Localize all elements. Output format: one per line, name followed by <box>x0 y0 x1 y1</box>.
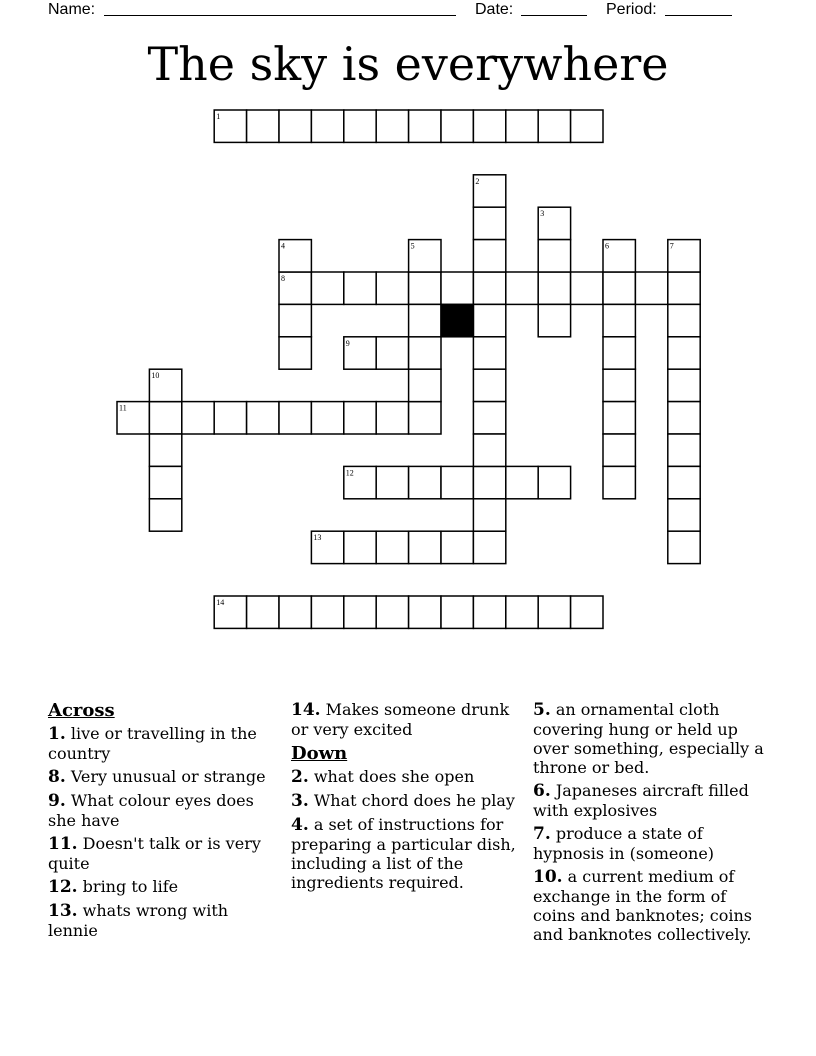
crossword-cell[interactable] <box>247 596 279 628</box>
crossword-cell[interactable] <box>473 337 505 369</box>
crossword-cell[interactable] <box>571 110 603 142</box>
crossword-cell[interactable] <box>409 304 441 336</box>
blocked-cell <box>441 304 473 336</box>
crossword-cell[interactable] <box>441 466 473 498</box>
crossword-cell[interactable] <box>538 466 570 498</box>
name-label: Name: <box>48 1 96 18</box>
clue-number: 5. <box>533 700 551 720</box>
cell-number: 1 <box>216 112 221 121</box>
crossword-cell[interactable] <box>376 272 408 304</box>
across-clue <box>48 767 280 787</box>
crossword-cell[interactable] <box>668 499 700 531</box>
crossword-cell[interactable] <box>603 304 635 336</box>
clue-number: 7. <box>533 824 551 844</box>
down-clue <box>291 815 527 892</box>
crossword-cell[interactable] <box>506 466 538 498</box>
crossword-cell[interactable] <box>506 110 538 142</box>
clue-number: 10. <box>533 867 563 887</box>
crossword-cell[interactable] <box>668 369 700 401</box>
clue-text: Japaneses aircraft filled with explosives <box>533 781 749 820</box>
cell-number: 11 <box>119 403 127 413</box>
clue-number: 12. <box>48 877 78 897</box>
page-title: The sky is everywhere <box>147 37 669 91</box>
crossword-cell[interactable] <box>441 272 473 304</box>
crossword-cell[interactable] <box>603 337 635 369</box>
crossword-cell[interactable] <box>409 402 441 434</box>
crossword-cell[interactable] <box>344 272 376 304</box>
cell-number: 8 <box>281 274 285 283</box>
crossword-cell[interactable] <box>473 596 505 628</box>
date-label: Date: <box>475 1 514 18</box>
cell-number: 7 <box>669 241 674 251</box>
crossword-cell[interactable] <box>279 110 311 142</box>
cell-number: 2 <box>475 176 480 186</box>
across-heading: Across <box>48 700 115 721</box>
down-clue <box>533 824 773 863</box>
crossword-cell[interactable] <box>473 434 505 466</box>
crossword-cell[interactable] <box>214 402 246 434</box>
crossword-cell[interactable] <box>635 272 667 304</box>
crossword-cell[interactable] <box>441 596 473 628</box>
down-clue <box>533 781 773 820</box>
clue-text: Makes someone drunk or very excited <box>291 700 510 739</box>
clue-number: 9. <box>48 791 66 811</box>
crossword-cell[interactable] <box>603 272 635 304</box>
clue-text: What chord does he play <box>313 791 515 810</box>
crossword-cell[interactable] <box>376 402 408 434</box>
crossword-cell[interactable] <box>409 466 441 498</box>
cell-number: 6 <box>605 241 609 251</box>
crossword-cell[interactable] <box>376 110 408 142</box>
clue-text: whats wrong with lennie <box>48 901 229 940</box>
clue-text: Very unusual or strange <box>70 767 266 786</box>
crossword-cell[interactable] <box>409 369 441 401</box>
crossword-cell[interactable] <box>182 402 214 434</box>
cell-number: 14 <box>216 598 225 607</box>
clue-text: an ornamental cloth covering hung or held up over something, especially a throne or bed. <box>533 700 764 777</box>
across-clue <box>48 791 280 830</box>
crossword-cell[interactable] <box>279 304 311 336</box>
crossword-cell[interactable] <box>473 402 505 434</box>
crossword-cell[interactable] <box>538 110 570 142</box>
crossword-cell[interactable] <box>311 596 343 628</box>
clue-text: What colour eyes does she have <box>48 791 254 830</box>
clues-column-1 <box>48 700 280 944</box>
crossword-cell[interactable] <box>376 531 408 563</box>
crossword-cell[interactable] <box>149 466 181 498</box>
crossword-cell[interactable] <box>538 272 570 304</box>
clue-number: 11. <box>48 834 78 854</box>
down-clue <box>291 791 527 811</box>
crossword-cell[interactable] <box>473 110 505 142</box>
clue-number: 14. <box>291 700 321 720</box>
down-clue <box>291 767 527 787</box>
across-clue <box>48 724 280 763</box>
down-heading: Down <box>291 743 348 764</box>
crossword-cell[interactable] <box>279 596 311 628</box>
crossword-cell[interactable] <box>149 499 181 531</box>
crossword-cell[interactable] <box>571 272 603 304</box>
crossword-cell[interactable] <box>603 466 635 498</box>
crossword-cell[interactable] <box>473 207 505 239</box>
clue-text: live or travelling in the country <box>48 724 257 763</box>
cell-number: 3 <box>540 209 545 219</box>
cell-number: 9 <box>345 338 350 348</box>
crossword-cell[interactable] <box>376 596 408 628</box>
clues-column-2 <box>291 700 527 896</box>
cell-number: 10 <box>151 371 160 381</box>
crossword-cell[interactable] <box>441 110 473 142</box>
crossword-cell[interactable] <box>668 531 700 563</box>
clue-number: 13. <box>48 901 78 921</box>
crossword-cell[interactable] <box>344 402 376 434</box>
crossword-cell[interactable] <box>603 402 635 434</box>
crossword-cell[interactable] <box>603 369 635 401</box>
clue-text: a set of instructions for preparing a particular dish, including a list of the ingredients required. <box>291 815 516 892</box>
crossword-cell[interactable] <box>668 402 700 434</box>
crossword-cell[interactable] <box>441 531 473 563</box>
crossword-cell[interactable] <box>473 304 505 336</box>
crossword-cell[interactable] <box>538 240 570 272</box>
crossword-cell[interactable] <box>668 272 700 304</box>
crossword-cell[interactable] <box>409 596 441 628</box>
crossword-cell[interactable] <box>247 402 279 434</box>
crossword-cell[interactable] <box>473 531 505 563</box>
clue-text: produce a state of hypnosis in (someone) <box>533 824 715 863</box>
crossword-cell[interactable] <box>506 596 538 628</box>
cell-number: 12 <box>345 468 354 478</box>
down-clue <box>533 700 773 777</box>
crossword-cell[interactable] <box>376 466 408 498</box>
crossword-cell[interactable] <box>279 402 311 434</box>
clue-text: a current medium of exchange in the form of coins and banknotes; coins and banknotes collectively. <box>533 867 753 944</box>
crossword-cell[interactable] <box>344 110 376 142</box>
clue-number: 2. <box>291 767 309 787</box>
clue-number: 6. <box>533 781 551 801</box>
cell-number: 13 <box>313 533 322 543</box>
down-clue <box>533 867 773 944</box>
crossword-cell[interactable] <box>571 596 603 628</box>
crossword-cell[interactable] <box>149 434 181 466</box>
clue-number: 8. <box>48 767 66 787</box>
across-clue <box>48 834 280 873</box>
cell-number: 5 <box>410 241 415 251</box>
crossword-cell[interactable] <box>311 402 343 434</box>
clue-number: 4. <box>291 815 309 835</box>
clue-text: bring to life <box>82 877 179 896</box>
crossword-cell[interactable] <box>344 531 376 563</box>
crossword-cell[interactable] <box>473 272 505 304</box>
crossword-cell[interactable] <box>538 596 570 628</box>
crossword-cell[interactable] <box>409 337 441 369</box>
crossword-cell[interactable] <box>668 466 700 498</box>
crossword-cell[interactable] <box>311 272 343 304</box>
crossword-cell[interactable] <box>473 240 505 272</box>
period-label: Period: <box>606 1 657 18</box>
crossword-cell[interactable] <box>409 272 441 304</box>
crossword-cell[interactable] <box>538 304 570 336</box>
crossword-cell[interactable] <box>376 337 408 369</box>
crossword-cell[interactable] <box>409 531 441 563</box>
crossword-cell[interactable] <box>409 110 441 142</box>
clues-column-3 <box>533 700 773 948</box>
crossword-cell[interactable] <box>506 272 538 304</box>
clue-number: 3. <box>291 791 309 811</box>
cell-number: 4 <box>281 241 285 251</box>
across-clue <box>48 877 280 897</box>
crossword-cell[interactable] <box>603 434 635 466</box>
clue-text: Doesn't talk or is very quite <box>48 834 261 873</box>
clue-text: what does she open <box>313 767 475 786</box>
across-clue <box>48 901 280 940</box>
crossword-cell[interactable] <box>473 499 505 531</box>
crossword-cell[interactable] <box>668 304 700 336</box>
crossword-cell[interactable] <box>279 337 311 369</box>
crossword-cell[interactable] <box>149 402 181 434</box>
crossword-cell[interactable] <box>668 434 700 466</box>
crossword-cell[interactable] <box>668 337 700 369</box>
clue-number: 1. <box>48 724 66 744</box>
crossword-cell[interactable] <box>311 110 343 142</box>
crossword-cell[interactable] <box>247 110 279 142</box>
across-clue <box>291 700 527 739</box>
crossword-cell[interactable] <box>344 596 376 628</box>
crossword-cell[interactable] <box>473 369 505 401</box>
crossword-cell[interactable] <box>473 466 505 498</box>
